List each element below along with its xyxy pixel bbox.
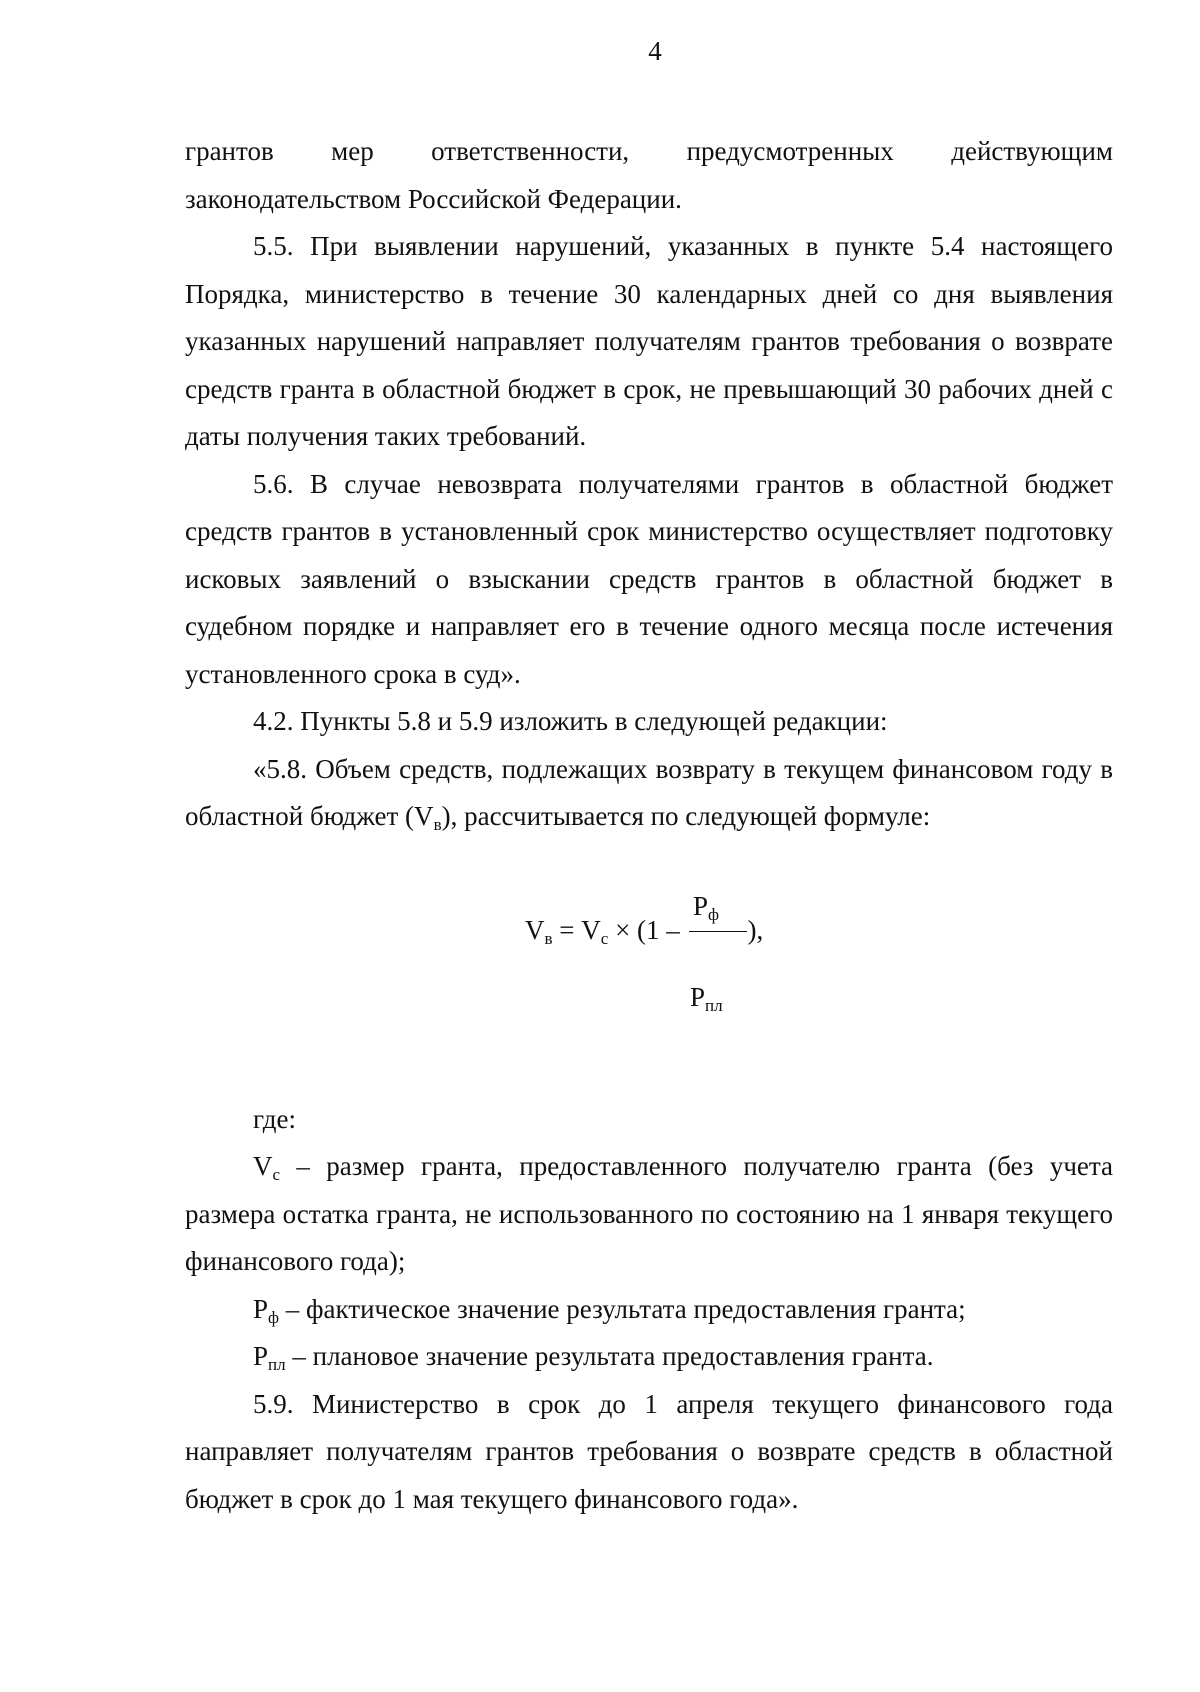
symbol: Р [253,1341,269,1371]
page-number: 4 [648,36,662,66]
where-label: где: [253,1103,296,1134]
closing-paren: ), [747,914,764,945]
paragraph-4-2: 4.2. Пункты 5.8 и 5.9 изложить в следующей редакции: [253,706,888,736]
paragraph-5-8-text-end: ), рассчитывается по следующей формуле: [441,801,931,831]
definition-vc [185,1143,1113,1286]
symbol: Р [253,1293,269,1324]
subscript: пл [268,1355,286,1374]
formula-denominator [690,974,723,1022]
definition-text: – размер гранта, предоставленного получателю гранта (без учета размера остатка гранта, не использованного по состоянию на 1 января текущего финансового года); [185,1151,1113,1276]
word: мер [331,136,374,166]
symbol: V [525,914,545,945]
subscript: пл [705,995,723,1015]
formula-main-line [525,914,764,948]
subscript: в [544,928,553,948]
subscript: ф [268,1307,280,1327]
definition-ppl [185,1333,1113,1381]
equals-sign: = [552,914,582,945]
symbol: Р [693,890,709,921]
operator: × (1 – [608,914,687,945]
definition-text: – фактическое значение результата предоставления гранта; [279,1293,966,1324]
fraction-bar [689,931,747,932]
word: действующим [951,136,1113,166]
paragraph-5-5: 5.5. При выявлении нарушений, указанных в пункте 5.4 настоящего Порядка, министерство в течение 30 календарных дней со дня выявления указанных нарушений направляет получателям грантов требования о возврате средств гранта в областной бюджет в срок, не превышающий 30 рабочих дней с даты получения таких требований. [185,231,1113,451]
symbol: V [253,1151,273,1181]
document-body [185,128,1113,1523]
subscript: с [600,928,609,948]
subscript: с [272,1165,281,1184]
subscript: ф [708,904,720,924]
word: грантов [185,136,274,166]
paragraph-continuation-line1 [185,128,1113,176]
subscript: в [433,815,442,834]
paragraph-continuation-line2: законодательством Российской Федерации. [185,183,682,214]
word: предусмотренных [686,136,894,166]
symbol: V [581,914,601,945]
paragraph-5-8-text: «5.8. Объем средств, подлежащих возврату в текущем финансовом году в областной бюджет (V [185,753,1113,831]
paragraph-5-8 [185,746,1113,841]
word: ответственности, [431,136,630,166]
paragraph-5-6: 5.6. В случае невозврата получателями грантов в областной бюджет средств грантов в установленный срок министерство осуществляет подготовку исковых заявлений о взыскании средств грантов в областной бюджет в судебном порядке и направляет его в течение одного месяца после истечения установленного срока в суд». [185,468,1113,689]
paragraph-5-9: 5.9. Министерство в срок до 1 апреля текущего финансового года направляет получателям грантов требования о возврате средств в областной бюджет в срок до 1 мая текущего финансового года». [185,1388,1113,1514]
definition-text: – плановое значение результата предоставления гранта. [285,1341,934,1371]
symbol: Р [690,981,706,1012]
formula [185,841,1113,1096]
definition-pf [185,1286,1113,1334]
